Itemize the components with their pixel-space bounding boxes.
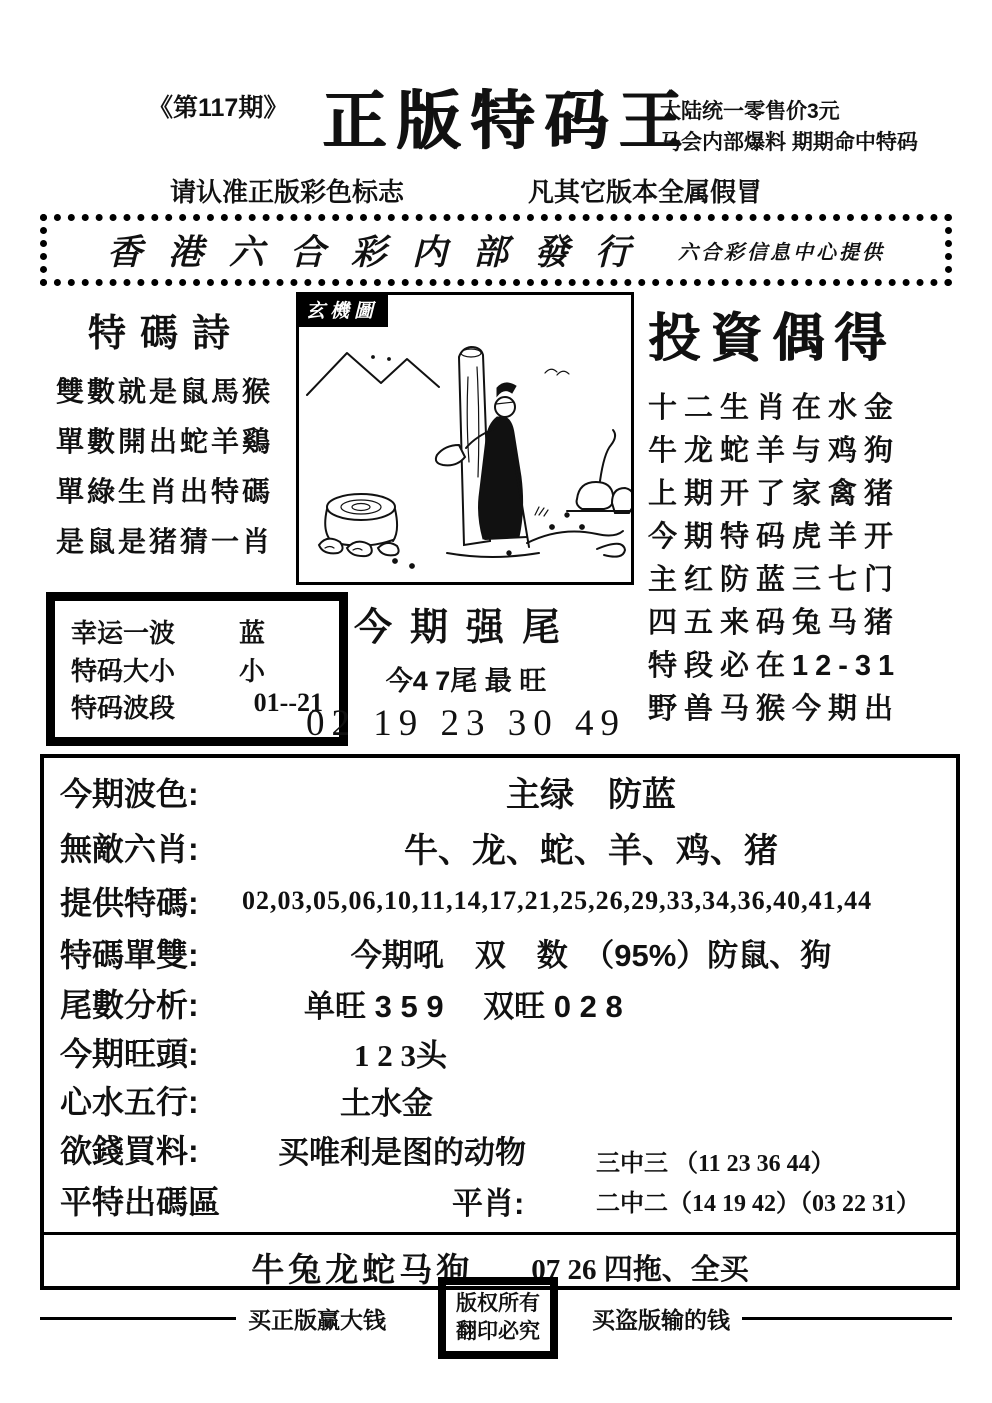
- bottom-left-text: 牛兔龙蛇马狗: [251, 1251, 474, 1288]
- strong-tail-title: 今期强尾: [353, 607, 578, 649]
- row-label: 欲錢買料:: [60, 1133, 199, 1169]
- footer-line-left: [40, 1317, 236, 1320]
- rocks-drawing: [567, 430, 631, 513]
- investment-title: 投資偶得: [648, 310, 897, 368]
- birds-drawing: [545, 369, 569, 375]
- poem-line: 單綠生肖出特碼: [56, 477, 274, 508]
- lucky-value: 小: [238, 656, 265, 686]
- poem-lines: [56, 368, 273, 568]
- row-label: 今期旺頭:: [60, 1036, 199, 1072]
- table-row: [54, 1076, 946, 1124]
- investment-line: 特段必在12-31: [648, 650, 902, 682]
- mountains-drawing: [307, 353, 439, 395]
- strong-tail-subtitle: 今4 7尾 最 旺: [385, 666, 547, 696]
- tree-stump-drawing: [319, 494, 399, 556]
- footer: [40, 1268, 952, 1368]
- lucky-label: 幸运一波: [71, 618, 176, 648]
- investment-section: [648, 296, 952, 731]
- bottom-right-text: 07 26 四拖、全买: [531, 1254, 749, 1286]
- poem-title: 特碼詩: [88, 313, 245, 355]
- table-row: [54, 1028, 946, 1076]
- poem-line: 單數開出蛇羊鷄: [56, 427, 274, 458]
- lucky-value: 01--21: [253, 688, 323, 717]
- row-value: 土水金: [340, 1085, 433, 1121]
- table-separator: [44, 1232, 956, 1235]
- poem-line: 雙數就是鼠馬猴: [56, 377, 274, 408]
- notice-right: 凡其它版本全属假冒: [528, 177, 763, 207]
- copyright-line-2: 翻印必究: [456, 1320, 540, 1343]
- investment-line: 野兽马猴今期出: [648, 693, 901, 725]
- copyright-box: [438, 1277, 558, 1359]
- investment-line: 今期特码虎羊开: [648, 521, 901, 553]
- lucky-row: [71, 651, 323, 688]
- row-label: 平特出碼區: [60, 1184, 221, 1220]
- banner-sub-text: 六合彩信息中心提供: [678, 241, 885, 264]
- table-row: [54, 819, 946, 875]
- copyright-line-1: 版权所有: [456, 1292, 540, 1315]
- row-value: 1 2 3头: [354, 1037, 447, 1073]
- row-label: 無敵六肖:: [60, 831, 199, 867]
- row-value: 02,03,05,06,10,11,14,17,21,25,26,29,33,34,36,40,41,44: [242, 886, 873, 915]
- lucky-row: [71, 613, 323, 650]
- stream-drawing: [527, 531, 625, 557]
- footer-line-right: [742, 1317, 952, 1320]
- table-row: [54, 927, 946, 978]
- table-row: [54, 764, 946, 819]
- price-line: 大陆统一零售价3元: [660, 100, 840, 123]
- page-title: 正版特码王: [322, 86, 692, 157]
- row-value: 平肖:: [452, 1185, 525, 1221]
- notice-left: 请认准正版彩色标志: [170, 177, 405, 207]
- row-value: 主绿 防蓝: [506, 776, 676, 814]
- mystic-label: 玄機圖: [296, 292, 388, 327]
- row-value: 买唯利是图的动物: [278, 1134, 526, 1170]
- row-label: 今期波色:: [60, 775, 199, 812]
- banner-main-text: 香港六合彩内部發行: [106, 233, 656, 272]
- investment-line: 四五来码兔马猪: [648, 607, 901, 639]
- row-label: 提供特碼:: [60, 885, 199, 921]
- row-value: 牛、龙、蛇、羊、鸡、猪: [404, 831, 778, 870]
- row-label: 特碼單雙:: [60, 936, 199, 973]
- mystic-illustration: [299, 295, 631, 582]
- investment-line: 上期开了家禽猪: [648, 478, 901, 510]
- strong-tail-section: [296, 596, 636, 745]
- table-row: [54, 978, 946, 1028]
- investment-lines: [648, 387, 952, 731]
- footer-left-text: 买正版赢大钱: [248, 1306, 386, 1333]
- mystic-image-box: [296, 292, 634, 585]
- issue-label: 《第117期》: [148, 94, 289, 122]
- footer-right-text: 买盗版输的钱: [592, 1306, 730, 1333]
- main-table: [40, 754, 960, 1290]
- investment-line: 牛龙蛇羊与鸡狗: [648, 435, 901, 467]
- row-value: 单旺 3 5 9 双旺 0 2 8: [304, 988, 623, 1024]
- row-label: 尾數分析:: [60, 987, 199, 1023]
- slogan-line: 马会内部爆料 期期命中特码: [660, 131, 918, 154]
- row-value: 今期吼 双 数 （95%）防鼠、狗: [350, 938, 832, 973]
- lucky-row: [71, 688, 323, 725]
- side-note-line: 三中三 （11 23 36 44）: [596, 1151, 835, 1177]
- table-row: [54, 875, 946, 927]
- lucky-value: 蓝: [238, 619, 265, 648]
- lucky-label: 特码大小: [71, 655, 176, 686]
- side-notes: [596, 1144, 920, 1224]
- poem-line: 是鼠是猪猜一肖: [56, 527, 274, 558]
- dotted-banner: [40, 214, 952, 286]
- strong-tail-numbers: 02 19 23 30 49: [306, 703, 626, 744]
- side-note-line: 二中二（14 19 42）（03 22 31）: [596, 1191, 920, 1217]
- header-right-info: [660, 96, 918, 158]
- investment-line: 主红防蓝三七门: [648, 564, 901, 596]
- lucky-label: 特码波段: [71, 693, 176, 723]
- row-label: 心水五行:: [60, 1084, 199, 1120]
- investment-line: 十二生肖在水金: [648, 392, 901, 424]
